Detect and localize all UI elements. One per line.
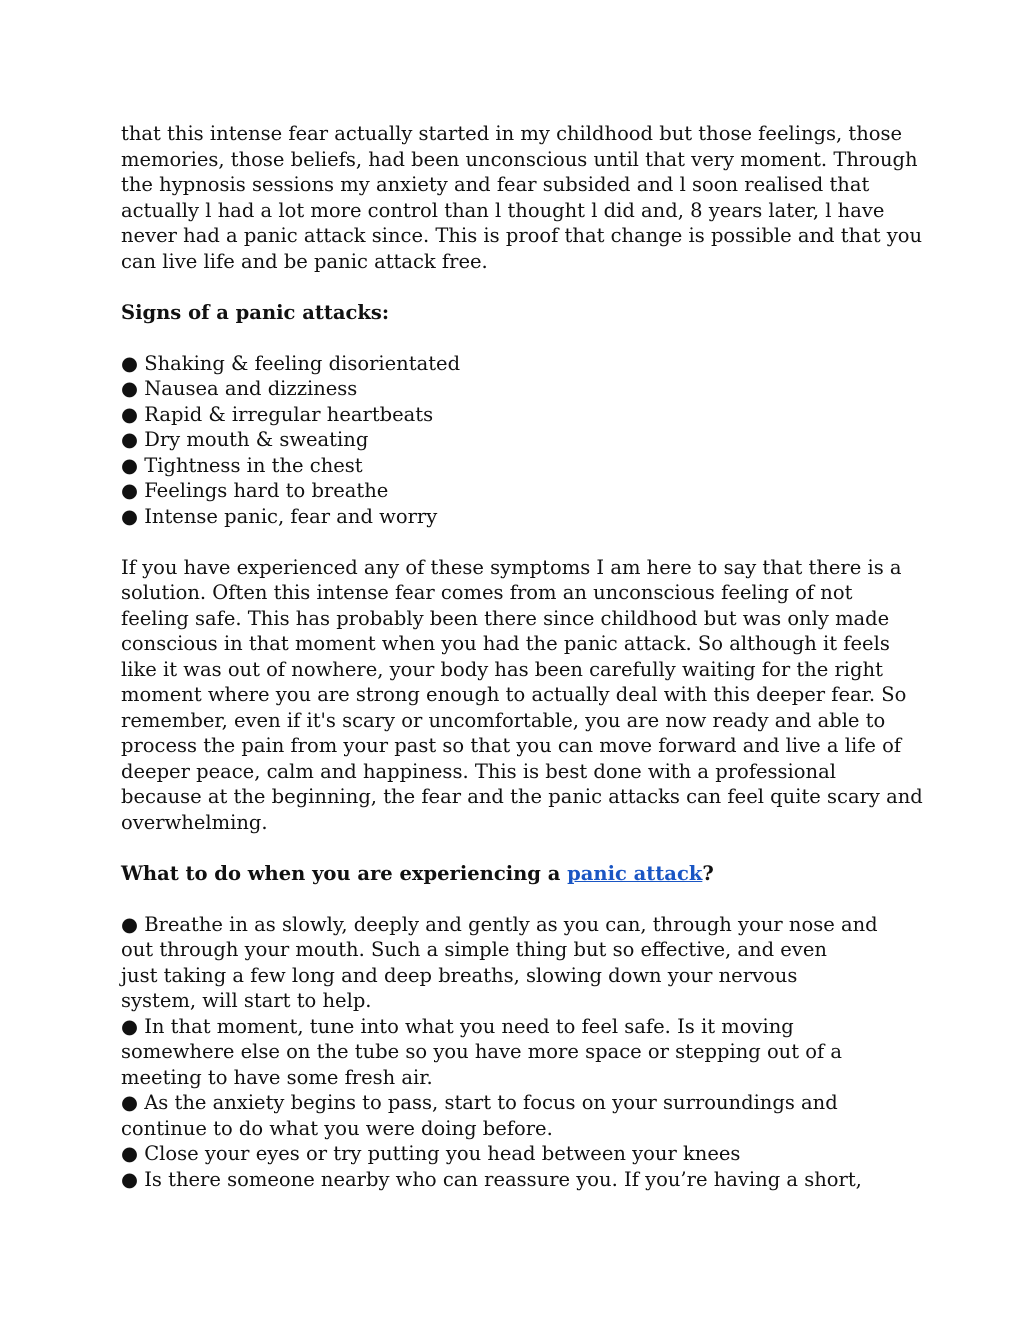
paragraph-gap: [121, 274, 881, 300]
list-item-continuation: continue to do what you were doing before.: [121, 1116, 553, 1140]
text-line: solution. Often this intense fear comes from an unconscious feeling of not: [121, 581, 853, 604]
heading-suffix: ?: [702, 861, 714, 885]
document-page: [121, 121, 923, 1192]
list-item-continuation: out through your mouth. Such a simple thing but so effective, and even: [121, 938, 827, 961]
text-line: that this intense fear actually started in my childhood but those feelings, those: [121, 122, 903, 145]
text-line: because at the beginning, the fear and the panic attacks can feel quite scary and: [121, 785, 923, 808]
signs-list: [121, 351, 881, 530]
text-line: feeling safe. This has probably been there since childhood but was only made: [121, 606, 890, 630]
paragraph-gap: [121, 835, 881, 861]
paragraph-gap: [121, 529, 881, 555]
text-line: actually l had a lot more control than l thought l did and, 8 years later, l have: [121, 198, 885, 222]
text-line: remember, even if it's scary or uncomfortable, you are now ready and able to: [121, 708, 886, 732]
text-line: conscious in that moment when you had the panic attack. So although it feels: [121, 632, 890, 655]
list-item: ● Shaking & feeling disorientated: [121, 351, 461, 375]
text-line: memories, those beliefs, had been unconscious until that very moment. Through: [121, 147, 918, 171]
list-item-continuation: just taking a few long and deep breaths, slowing down your nervous: [121, 963, 798, 987]
text-line: never had a panic attack since. This is proof that change is possible and that you: [121, 224, 923, 247]
text-line: can live life and be panic attack free.: [121, 249, 488, 273]
list-item: ● Intense panic, fear and worry: [121, 504, 438, 528]
text-line: like it was out of nowhere, your body has been carefully waiting for the right: [121, 657, 883, 681]
paragraph-gap: [121, 886, 881, 912]
list-item: ● In that moment, tune into what you need to feel safe. Is it moving: [121, 1014, 794, 1038]
list-item: ● Close your eyes or try putting you head between your knees: [121, 1142, 741, 1165]
panic-attack-link[interactable]: panic attack: [567, 861, 703, 885]
signs-heading: Signs of a panic attacks:: [121, 300, 390, 324]
list-item: ● As the anxiety begins to pass, start to focus on your surroundings and: [121, 1091, 838, 1114]
list-item-continuation: somewhere else on the tube so you have more space or stepping out of a: [121, 1040, 843, 1063]
list-item: ● Breathe in as slowly, deeply and gently as you can, through your nose and: [121, 912, 878, 936]
text-line: If you have experienced any of these symptoms I am here to say that there is a: [121, 555, 902, 579]
solution-paragraph: [121, 555, 923, 836]
text-line: process the pain from your past so that you can move forward and live a life of: [121, 734, 902, 757]
list-item: ● Dry mouth & sweating: [121, 428, 369, 451]
list-item-continuation: system, will start to help.: [121, 989, 372, 1012]
what-to-do-heading: [121, 861, 881, 887]
text-line: the hypnosis sessions my anxiety and fear subsided and l soon realised that: [121, 173, 870, 196]
text-line: moment where you are strong enough to actually deal with this deeper fear. So: [121, 683, 907, 706]
heading-prefix: What to do when you are experiencing a: [121, 861, 568, 885]
list-item: ● Feelings hard to breathe: [121, 479, 389, 502]
text-line: overwhelming.: [121, 810, 268, 834]
paragraph-gap: [121, 325, 881, 351]
list-item-continuation: meeting to have some fresh air.: [121, 1065, 433, 1089]
list-item: ● Rapid & irregular heartbeats: [121, 402, 434, 426]
text-line: deeper peace, calm and happiness. This is best done with a professional: [121, 759, 836, 783]
list-item: ● Is there someone nearby who can reassure you. If you’re having a short,: [121, 1167, 862, 1191]
intro-paragraph: [121, 121, 923, 274]
tips-list: [121, 912, 881, 1193]
list-item: ● Nausea and dizziness: [121, 377, 358, 400]
list-item: ● Tightness in the chest: [121, 453, 363, 477]
